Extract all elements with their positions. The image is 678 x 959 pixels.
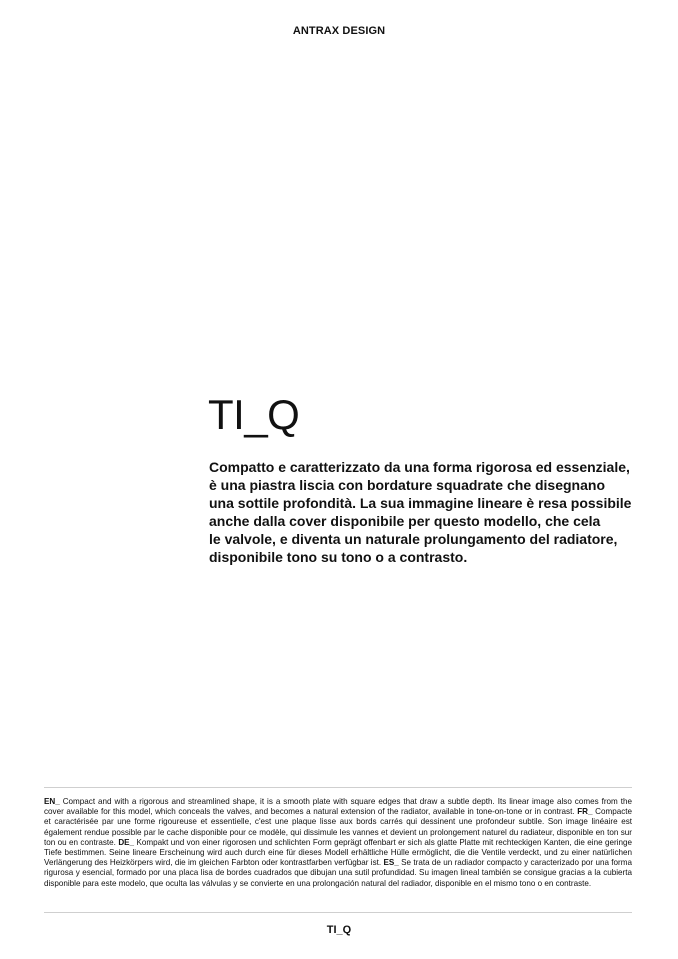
translation-fr: Compacte et caractérisée par une forme rigoureuse et essentielle, c'est une plaque lisse aux bords carrés qui dessinent une profondeur subtile. Son image linéaire est également rendue possible par le cache disponible pour ce modèle, qui dissimule les vannes et devient un prolongement naturel du radiateur, disponible en ton sur ton ou en contraste. [44,807,632,847]
intro-line: le valvole, e diventa un naturale prolungamento del radiatore, [209,531,618,547]
footer-label: TI_Q [326,924,352,936]
bottom-divider [44,912,632,913]
intro-line: anche dalla cover disponibile per questo modello, che cela [209,513,601,529]
translation-es: Se trata de un radiador compacto y caracterizado por una forma rigurosa y esencial, formado por una placa lisa de bordes cuadrados que dibujan una sutil profundidad. Su imagen lineal también se consigue gracias a la cubierta disponible para este modelo, que oculta las válvulas y se convierte en una prolongación natural del radiador, disponible en el mismo tono o en contraste. [44,858,632,888]
translation-en: Compact and with a rigorous and streamlined shape, it is a smooth plate with square edges that draw a subtle depth. Its linear image also comes from the cover available for this model, which conceals the valves, and becomes a natural extension of the radiator, available in tone-on-tone or in contrast. [44,797,632,817]
translations-paragraph [44,797,632,889]
intro-line: una sottile profondità. La sua immagine lineare è resa possibile [209,495,632,511]
top-divider [44,787,632,788]
lang-code-fr: FR_ [577,807,593,817]
intro-line: disponibile tono su tono o a contrasto. [209,549,468,565]
lang-code-de: DE_ [118,837,135,847]
lang-code-en: EN_ [44,797,60,806]
intro-paragraph-it [209,458,632,566]
product-title: TI_Q [208,391,300,438]
translation-de: Kompakt und von einer rigorosen und schlichten Form geprägt offenbart er sich als glatte Platte mit rechteckigen Kanten, die eine geringe Tiefe bestimmen. Seine lineare Erscheinung wird auch durch eine für dieses Modell erhältliche Hülle ermöglicht, die die Ventile verdeckt, und zu einer natürlichen Verlängerung des Heizkörpers wird, die im gleichen Farbton oder kontrastfarben verfügbar ist. [44,837,632,868]
brand-header: ANTRAX DESIGN [292,25,386,37]
lang-code-es: ES_ [383,858,399,868]
intro-line: è una piastra liscia con bordature squadrate che disegnano [209,477,605,493]
intro-line: Compatto e caratterizzato da una forma rigorosa ed essenziale, [209,459,630,475]
